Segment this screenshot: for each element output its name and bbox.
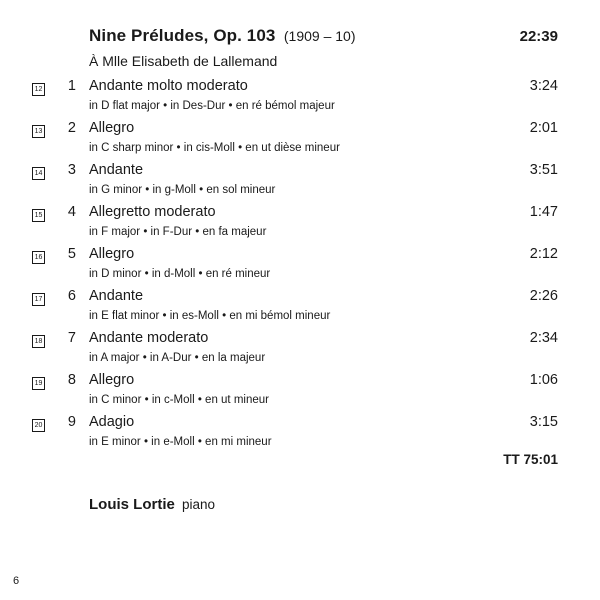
- track-index-box: 16: [32, 251, 45, 264]
- track-keys: in F major • in F-Dur • en fa majeur: [89, 226, 267, 238]
- track-title: Adagio: [89, 414, 135, 430]
- track-title: Allegro: [89, 246, 135, 262]
- track-title: Andante molto moderato: [89, 78, 248, 94]
- track-keys: in E flat minor • in es-Moll • en mi bémol mineur: [89, 310, 331, 322]
- track-duration: 3:24: [529, 78, 558, 94]
- track-duration: 2:26: [529, 288, 558, 304]
- track-title: Andante: [89, 162, 144, 178]
- track-row: [0, 162, 600, 202]
- track-number: 4: [67, 204, 76, 220]
- track-title: Andante: [89, 288, 144, 304]
- track-duration: 3:15: [529, 414, 558, 430]
- dedication: À Mlle Elisabeth de Lallemand: [89, 53, 278, 69]
- work-header: [89, 26, 558, 46]
- track-duration: 2:12: [529, 246, 558, 262]
- track-duration: 2:34: [529, 330, 558, 346]
- track-keys: in E minor • in e-Moll • en mi mineur: [89, 436, 272, 448]
- work-duration: 22:39: [519, 28, 558, 45]
- track-number: 1: [67, 78, 76, 94]
- track-index-box: 18: [32, 335, 45, 348]
- track-number: 9: [67, 414, 76, 430]
- track-row: [0, 204, 600, 244]
- track-index-box: 17: [32, 293, 45, 306]
- track-number: 7: [67, 330, 76, 346]
- track-number: 2: [67, 120, 76, 136]
- track-row: [0, 78, 600, 118]
- track-index-box: 12: [32, 83, 45, 96]
- track-keys: in G minor • in g-Moll • en sol mineur: [89, 184, 276, 196]
- track-keys: in D minor • in d-Moll • en ré mineur: [89, 268, 271, 280]
- track-row: [0, 246, 600, 286]
- performer-name: Louis Lortie: [89, 496, 175, 513]
- work-title-line: [89, 26, 356, 46]
- performer-instrument: piano: [182, 497, 216, 512]
- track-row: [0, 414, 600, 454]
- track-title: Allegro: [89, 372, 135, 388]
- work-title: Nine Préludes, Op. 103: [89, 26, 276, 45]
- track-title: Andante moderato: [89, 330, 209, 346]
- track-number: 5: [67, 246, 76, 262]
- track-keys: in C sharp minor • in cis-Moll • en ut dièse mineur: [89, 142, 340, 154]
- track-row: [0, 330, 600, 370]
- track-index-box: 14: [32, 167, 45, 180]
- track-row: [0, 372, 600, 412]
- track-duration: 3:51: [529, 162, 558, 178]
- track-title: Allegro: [89, 120, 135, 136]
- track-duration: 2:01: [529, 120, 558, 136]
- track-number: 6: [67, 288, 76, 304]
- track-duration: 1:06: [529, 372, 558, 388]
- performer-credit: [89, 496, 215, 513]
- track-duration: 1:47: [529, 204, 558, 220]
- track-title: Allegretto moderato: [89, 204, 216, 220]
- total-time: TT 75:01: [503, 452, 558, 467]
- track-number: 3: [67, 162, 76, 178]
- track-row: [0, 120, 600, 160]
- track-number: 8: [67, 372, 76, 388]
- track-row: [0, 288, 600, 328]
- track-index-box: 13: [32, 125, 45, 138]
- track-keys: in C minor • in c-Moll • en ut mineur: [89, 394, 269, 406]
- work-years: (1909 – 10): [283, 28, 356, 44]
- track-keys: in D flat major • in Des-Dur • en ré bémol majeur: [89, 100, 335, 112]
- track-index-box: 15: [32, 209, 45, 222]
- track-index-box: 20: [32, 419, 45, 432]
- page-number: 6: [13, 575, 20, 587]
- track-keys: in A major • in A-Dur • en la majeur: [89, 352, 266, 364]
- track-index-box: 19: [32, 377, 45, 390]
